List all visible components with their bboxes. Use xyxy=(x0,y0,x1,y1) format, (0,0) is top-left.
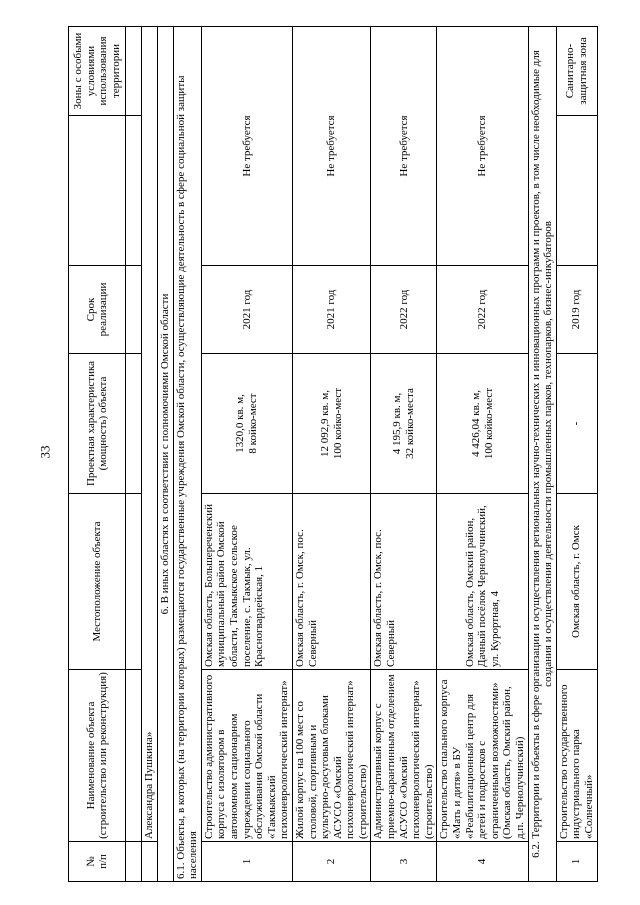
row-num: 3 xyxy=(371,842,437,882)
header-term: Срок реализации xyxy=(69,266,126,354)
row-num: 2 xyxy=(292,842,371,882)
row-location: Омская область, г. Омск, пос. Северный xyxy=(371,494,437,670)
row-location: Омская область, Большереченский муниципальный район Омской области, Такмыкское сельское поселение, с. Такмык, ул. Красногвардейская, 1 xyxy=(201,494,292,670)
row-term: 2022 год xyxy=(437,266,528,354)
row-name: Строительство административного корпуса с изолятором в автономном стационарном учреждении социального обслуживания Омской области «Такмыкский психоневрологический интернат» xyxy=(201,670,292,842)
table-row xyxy=(371,27,437,882)
row-zones: Не требуется xyxy=(292,27,371,266)
header-characteristics: Проектная характеристика (мощность) объекта xyxy=(69,354,126,494)
row-location: Омская область, Омский район, Дачный посёлок Чернолучинский, ул. Курортная, 4 xyxy=(437,494,528,670)
table-row xyxy=(126,27,142,882)
row-num: 1 xyxy=(556,842,597,882)
row-characteristics: - xyxy=(556,354,597,494)
table-row xyxy=(292,27,371,882)
row-term: 2022 год xyxy=(371,266,437,354)
landscape-content xyxy=(68,27,613,882)
row-zones: Не требуется xyxy=(371,27,437,266)
header-num: № п/п xyxy=(69,842,126,882)
continuation-text: Александра Пушкина» xyxy=(142,27,158,842)
row-name: Жилой корпус на 100 мест со столовой, спортивным и культурно-досуговым блоками АСУСО «Омский психоневрологический интернат» (строительство) xyxy=(292,670,371,842)
header-spacer xyxy=(69,116,126,266)
header-zones: Зоны с особыми условиями использования территории xyxy=(69,27,126,116)
row-term: 2019 год xyxy=(556,266,597,354)
row-characteristics: 1320,0 кв. м, 8 койко-мест xyxy=(201,354,292,494)
header-location: Местоположение объекта xyxy=(69,494,126,670)
subsection-header xyxy=(173,27,201,882)
section-6-title: 6. В иных областях в соответствии с полномочиями Омской области xyxy=(157,27,173,882)
row-num: 1 xyxy=(201,842,292,882)
section-6-1-title: 6.1. Объекты, в которых (на территории которых) размещаются государственные учреждения Омской области, осуществляющие деятельность в сфере социальной защиты населения xyxy=(173,27,201,882)
objects-table xyxy=(68,26,598,882)
row-num: 4 xyxy=(437,842,528,882)
row-name: Административный корпус с приемно-карантинным отделением АСУСО «Омский психоневрологический интернат» (строительство) xyxy=(371,670,437,842)
table-row xyxy=(142,27,158,882)
table-row xyxy=(556,27,597,882)
section-6-2-title: 6.2. Территории и объекты в сфере организации и осуществления региональных научно-технических и инновационных программ и проектов, в том числе необходимые для создания и осуществления деятельности промышленных парков, технопарков, бизнес-инкубаторов xyxy=(528,27,556,882)
table-header-row xyxy=(69,27,126,882)
header-name: Наименование объекта (строительство или реконструкция) xyxy=(69,670,126,842)
table-row xyxy=(201,27,292,882)
row-name: Строительство государственного индустриального парка «Солнечный» xyxy=(556,670,597,842)
row-characteristics: 12 092,9 кв. м, 100 койко-мест xyxy=(292,354,371,494)
row-term: 2021 год xyxy=(292,266,371,354)
row-location: Омская область, г. Омск xyxy=(556,494,597,670)
row-term: 2021 год xyxy=(201,266,292,354)
page-number: 33 xyxy=(37,445,52,459)
section-header xyxy=(157,27,173,882)
subsection-header xyxy=(528,27,556,882)
row-spacer xyxy=(556,116,597,266)
row-name: Строительство спального корпуса «Мать и дитя» в БУ «Реабилитационный центр для детей и подростков с ограниченными возможностями» (Омская область, Омский район, д.п. Чернолучинский) xyxy=(437,670,528,842)
rotated-table-wrapper xyxy=(68,27,613,882)
row-location: Омская область, г. Омск, пос. Северный xyxy=(292,494,371,670)
row-zones: Санитарно-защитная зона xyxy=(556,27,597,116)
row-zones: Не требуется xyxy=(201,27,292,266)
table-row xyxy=(437,27,528,882)
row-zones: Не требуется xyxy=(437,27,528,266)
row-characteristics: 4 426,04 кв. м, 100 койко-мест xyxy=(437,354,528,494)
row-characteristics: 4 195,9 кв. м, 32 койко-места xyxy=(371,354,437,494)
